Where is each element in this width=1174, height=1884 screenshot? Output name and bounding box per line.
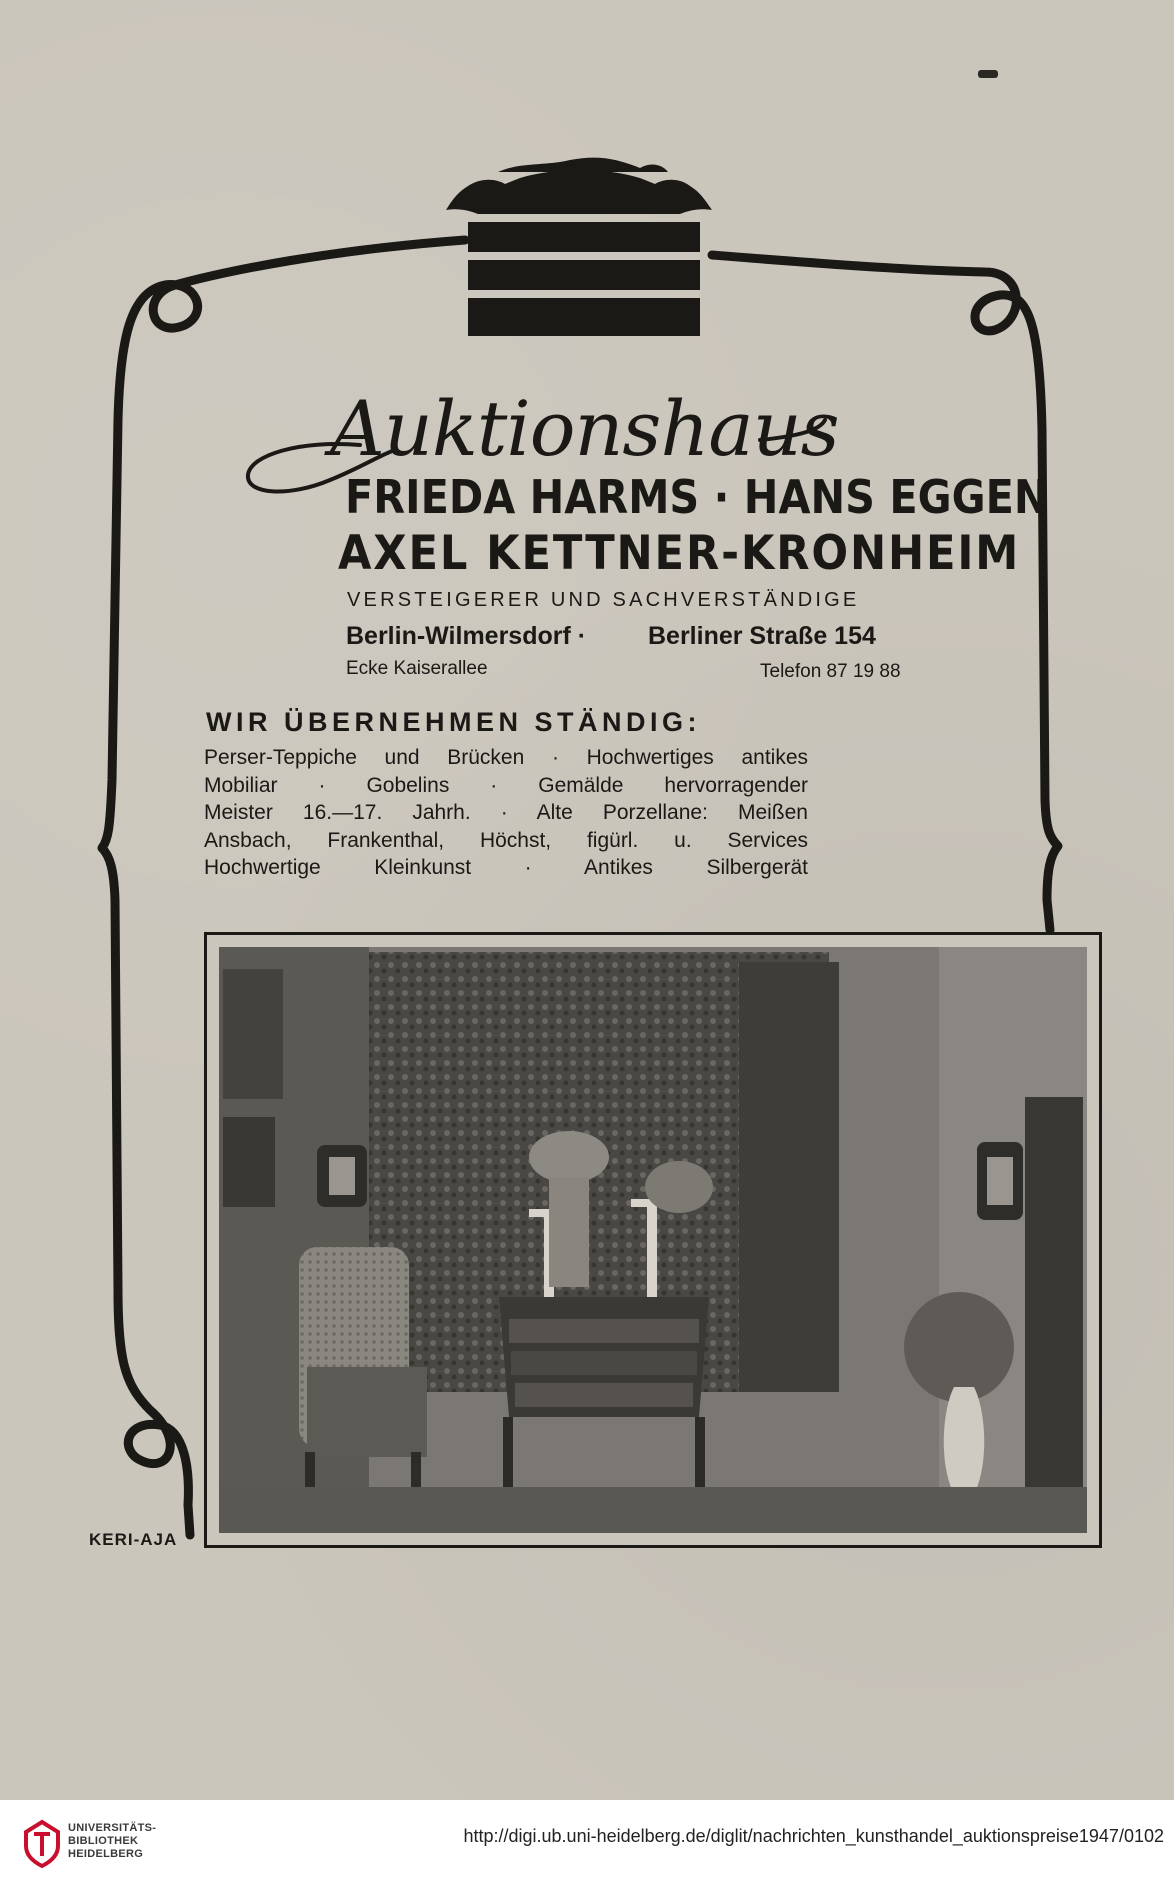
library-name-line: BIBLIOTHEK bbox=[68, 1835, 139, 1847]
address-right: Berliner Straße 154 bbox=[648, 622, 876, 650]
services-line: Hochwertige Kleinkunst · Antikes Silbergerät bbox=[204, 856, 808, 880]
script-title: Auktionshaus bbox=[330, 384, 839, 473]
artist-signature: KERI-AJA bbox=[89, 1530, 178, 1549]
phone-number: Telefon 87 19 88 bbox=[760, 661, 901, 682]
services-list bbox=[204, 744, 808, 882]
services-line: Perser-Teppiche und Brücken · Hochwertiges antikes bbox=[204, 746, 808, 769]
library-name-line: HEIDELBERG bbox=[68, 1848, 144, 1860]
photo-illustration bbox=[219, 947, 1087, 1533]
interior-photograph bbox=[204, 932, 1102, 1548]
university-logo-icon bbox=[22, 1818, 62, 1868]
source-url-link[interactable]: http://digi.ub.uni-heidelberg.de/diglit/nachrichten_kunsthandel_auktionspreise1947/0102 bbox=[463, 1826, 1164, 1846]
services-line: Ansbach, Frankenthal, Höchst, figürl. u. Services bbox=[204, 828, 808, 852]
services-heading: WIR ÜBERNEHMEN STÄNDIG: bbox=[206, 707, 701, 737]
subtitle: VERSTEIGERER UND SACHVERSTÄNDIGE bbox=[347, 589, 860, 611]
library-name bbox=[68, 1822, 156, 1861]
services-line: Mobiliar · Gobelins · Gemälde hervorragender bbox=[204, 773, 808, 797]
library-name-line: UNIVERSITÄTS- bbox=[68, 1822, 157, 1834]
services-line: Meister 16.—17. Jahrh. · Alte Porzellane: Meißen bbox=[204, 801, 808, 825]
address-corner: Ecke Kaiserallee bbox=[346, 658, 488, 679]
owners-line-1: FRIEDA HARMS · HANS EGGEN bbox=[345, 470, 1049, 524]
address-left: Berlin-Wilmersdorf · bbox=[346, 622, 587, 650]
photo-image bbox=[219, 947, 1087, 1533]
owners-line-2: AXEL KETTNER-KRONHEIM bbox=[338, 526, 1021, 581]
library-footer bbox=[0, 1800, 1174, 1884]
